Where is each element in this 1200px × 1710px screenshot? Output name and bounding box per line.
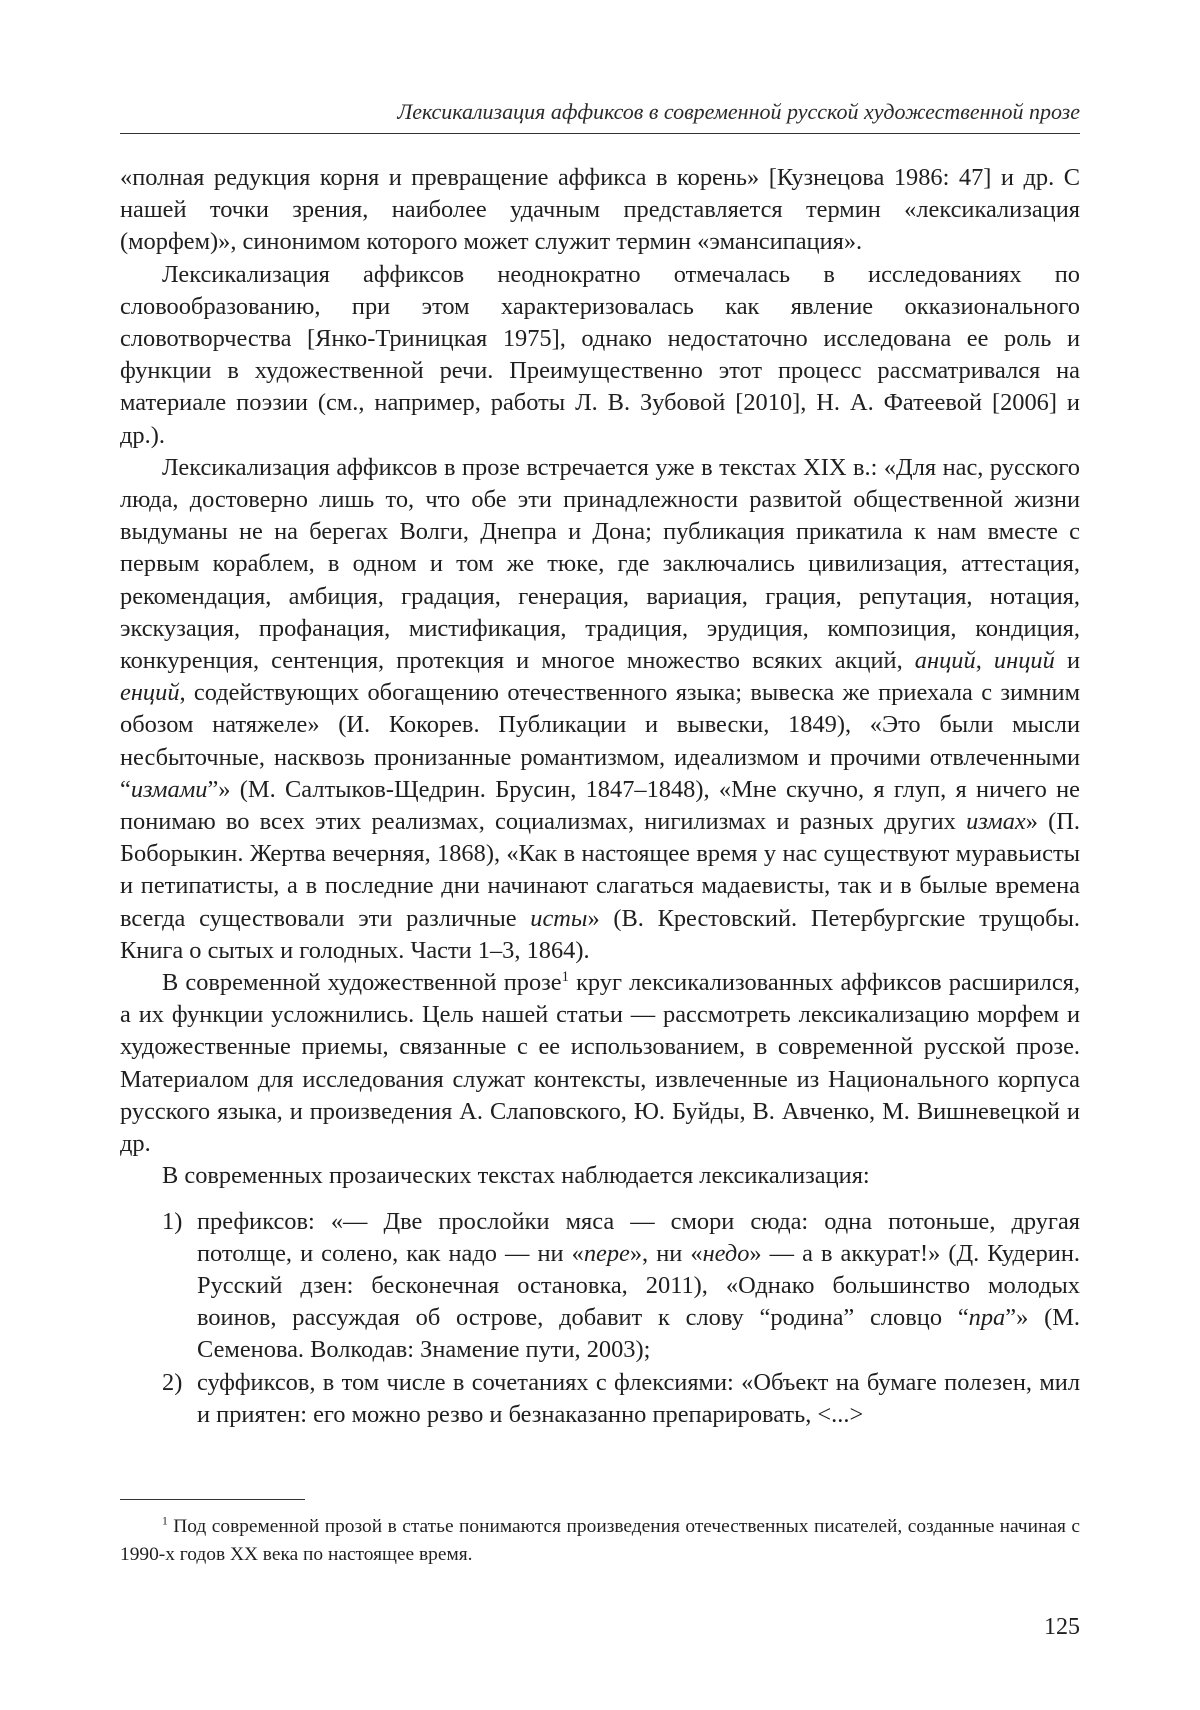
paragraph-4: В современной художественной прозе$^1$ круг лексикализованных аффиксов расширился, а их функции усложнились. Цель нашей статьи — рассмотреть лексикализацию морфем и художественные приемы, связанные с ее использованием, в современной русской прозе. Материалом для исследования служат контексты, извлеченные из Национального корпуса русского языка, и произведения А. Слаповского, Ю. Буйды, В. Авченко, М. Вишневецкой и др. [120, 968, 1080, 1158]
italic-term: измами [130, 775, 208, 803]
italic-term: инций [993, 647, 1055, 675]
page-number: 125 [1044, 1614, 1080, 1640]
paragraph-5: В современных прозаических текстах наблюдается лексикализация: [162, 1162, 870, 1190]
header-rule [120, 133, 1080, 134]
paragraph-3: Лексикализация аффиксов в прозе встречается уже в текстах XIX в.: «Для нас, русского люда, достоверно лишь то, что обе эти принадлежности развитой общественной жизни выдуманы не на берегах Волги, Днепра и Дона; публикация прикатила к нам вместе с первым кораблем, в одном и том же тюке, где заключались цивилизация, аттестация, рекомендация, амбиция, градация, генерация, вариация, грация, репутация, нотация, экскузация, профанация, мистификация, традиция, эрудиция, композиция, кондиция, конкуренция, сентенция, протекция и многое множество всяких акций, анций, инций и енций, содействующих обогащению отечественного языка; вывеска же приехала с зимним обозом натяжеле» (И. Кокорев. Публикации и вывески, 1849), «Это были мысли несбыточные, насквозь пронизанные романтизмом, идеализмом и прочими отвлеченными “измами”» (М. Салтыков-Щедрин. Брусин, 1847–1848), «Мне скучно, я глуп, я ничего не понимаю во всех этих реализмах, социализмах, нигилизмах и разных других измах» (П. Боборыкин. Жертва вечерняя, 1868), «Как в настоящее время у нас существуют муравьисты и петипатисты, а в последние дни начинают слагаться мадаевисты, так и в былые времена всегда существовали эти различные исты» (В. Крестовский. Петербургские трущобы. Книга о сытых и голодных. Части 1–3, 1864). [120, 453, 1081, 964]
list-number: 1) [162, 1207, 183, 1235]
footnote: $^1$ Под современной прозой в статье понимаются произведения отечественных писателей, созданные начиная с 1990-х годов XX века по настоящее время. [120, 1514, 1080, 1565]
italic-term: пра [968, 1304, 1006, 1332]
paragraph-2: Лексикализация аффиксов неоднократно отмечалась в исследованиях по словообразованию, при этом характеризовалась как явление окказионального словотворчества [Янко-Триницкая 1975], однако недостаточно исследована ее роль и функции в художественной речи. Преимущественно этот процесс рассматривался на материале поэзии (см., например, работы Л. В. Зубовой [2010], Н. А. Фатеевой [2006] и др.). [120, 260, 1080, 449]
italic-term: недо [702, 1239, 750, 1267]
italic-term: измах [966, 808, 1026, 836]
italic-term: енций [120, 679, 180, 707]
list-number: 2) [162, 1368, 183, 1396]
footnote-mark: 1 [162, 1514, 168, 1528]
footnote-rule [120, 1499, 305, 1500]
list-item: 2) суффиксов, в том числе в сочетаниях с флексиями: «Объект на бумаге полезен, мил и приятен: его можно резво и безнаказанно препарировать, <...> [162, 1368, 1080, 1428]
italic-term: анций [914, 647, 976, 675]
list-item: 1) префиксов: «— Две прослойки мяса — смори сюда: одна потоньше, другая потолще, и солено, как надо — ни «пере», ни «недо» — а в аккурат!» (Д. Кудерин. Русский дзен: бесконечная остановка, 2011), «Однако большинство молодых воинов, рассуждая об острове, добавит к слову “родина” словцо “пра”» (М. Семенова. Волкодав: Знамение пути, 2003); [162, 1207, 1080, 1364]
italic-term: исты [530, 904, 588, 932]
running-head: Лексикализация аффиксов в современной русской художественной прозе [397, 99, 1080, 124]
paragraph-1: «полная редукция корня и превращение аффикса в корень» [Кузнецова 1986: 47] и др. С нашей точки зрения, наиболее удачным представляется термин «лексикализация (морфем)», синонимом которого может служит термин «эмансипация». [120, 164, 1080, 256]
footnote-reference[interactable]: 1 [561, 968, 569, 985]
body-text [120, 162, 1080, 1431]
italic-term: пере [583, 1239, 630, 1267]
